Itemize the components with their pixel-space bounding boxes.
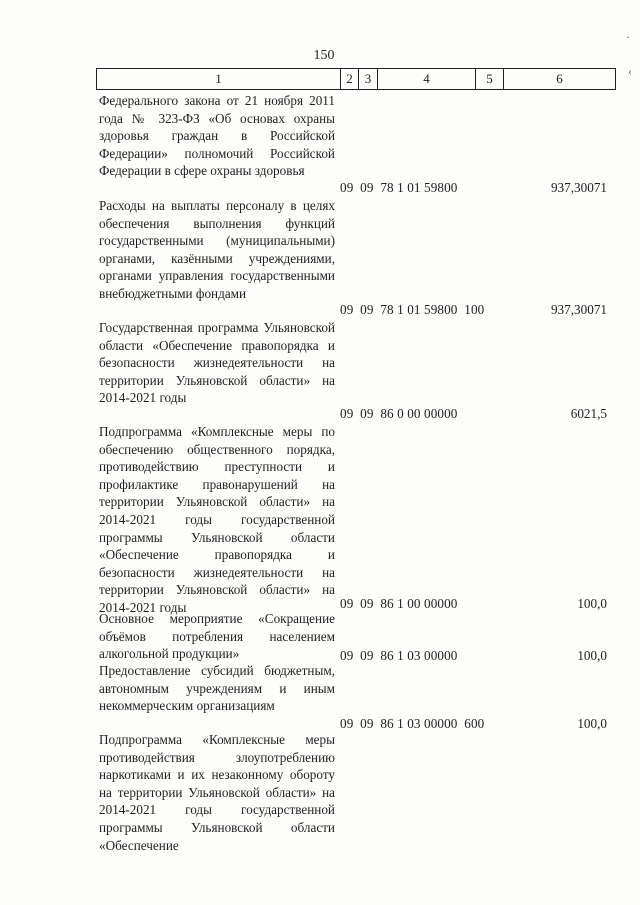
row-code: 09 09 78 1 01 59800 [340,180,458,195]
row-description: Федерального закона от 21 ноября 2011 года № 323-ФЗ «Об основах охраны здоровья граждан в Российской Федерации» полномочий Российской Федерации в сфере охраны здоровья [99,93,335,179]
scan-speck: ‹ [628,64,632,78]
row-amount: 100,0 [577,596,607,611]
row-amount: 100,0 [577,648,607,663]
header-col-1: 1 [215,71,222,86]
row-code: 09 09 86 1 03 00000 600 [340,716,485,731]
row-description: Основное мероприятие «Сокращение объёмов потребления населением алкогольной продукции» [99,611,335,662]
row-description: Предоставление субсидий бюджетным, автономным учреждениям и иным некоммерческим организациям [99,663,335,714]
row-code: 09 09 86 0 00 00000 [340,406,458,421]
row-description: Расходы на выплаты персоналу в целях обеспечения выполнения функций государственными (муниципальными) органами, казёнными учреждениями, органами управления государственными внебюджетными фондами [99,198,335,301]
table-header-row [96,68,616,90]
row-amount: 100,0 [577,716,607,731]
row-description: Подпрограмма «Комплексные меры противодействия злоупотреблению наркотиками и их незаконному обороту на территории Ульяновской области» на 2014-2021 годы государственной программы Ульяновской области «Обеспечение [99,732,335,853]
row-amount: 937,30071 [550,302,607,317]
row-description: Государственная программа Ульяновской области «Обеспечение правопорядка и безопасности жизнедеятельности на территории Ульяновской области» на 2014-2021 годы [99,320,335,406]
row-amount: 6021,5 [570,406,607,421]
row-amount: 937,30071 [550,180,607,195]
row-code: 09 09 78 1 01 59800 100 [340,302,485,317]
row-description: Подпрограмма «Комплексные меры по обеспечению общественного порядка, противодействию преступности и профилактике правонарушений на территории Ульяновской области» на 2014-2021 годы государственной программы Ульяновской области «Обеспечение правопорядка и безопасности жизнедеятельности на территории Ульяновской области» на 2014-2021 годы [99,424,335,615]
page-number: 150 [313,48,335,63]
row-code: 09 09 86 1 03 00000 [340,648,458,663]
header-col-4: 4 [377,69,475,89]
header-col-6: 6 [503,69,615,89]
row-code: 09 09 86 1 00 00000 [340,596,458,611]
header-col-2: 2 [340,69,358,89]
header-col-5: 5 [475,69,503,89]
header-col-3: 3 [358,69,377,89]
scan-speck: · [626,30,630,44]
